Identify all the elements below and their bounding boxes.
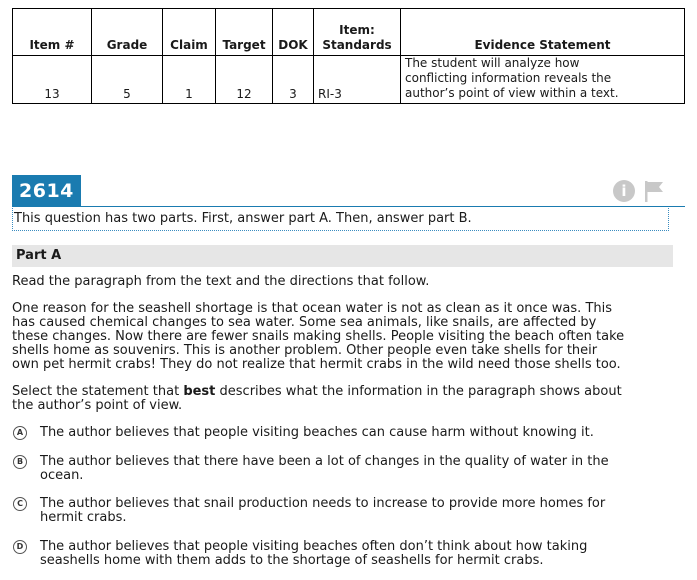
option-d-radio[interactable]: D bbox=[13, 540, 27, 554]
answer-option-b[interactable] bbox=[12, 455, 677, 483]
value-standard: RI-3 bbox=[314, 56, 401, 104]
option-line: The author believes that snail production needs to increase to provide more homes for bbox=[40, 496, 606, 511]
value-dok: 3 bbox=[273, 56, 314, 104]
passage-line: One reason for the seashell shortage is that ocean water is not as clean as it once was. This bbox=[12, 301, 613, 316]
stem-emphasis: best bbox=[183, 384, 216, 399]
header-target: Target bbox=[216, 9, 273, 56]
option-line: ocean. bbox=[40, 468, 84, 483]
part-a-label: Part A bbox=[12, 245, 673, 267]
option-line: The author believes that people visiting beaches often don’t think about how taking bbox=[40, 539, 588, 554]
item-header-divider bbox=[12, 206, 685, 207]
header-standards-line1: Item: bbox=[339, 23, 375, 37]
value-evidence-statement bbox=[401, 56, 685, 104]
option-line: The author believes that people visiting beaches can cause harm without knowing it. bbox=[40, 425, 594, 440]
item-tools bbox=[613, 178, 667, 204]
metadata-value-row bbox=[13, 56, 685, 104]
value-item-number: 13 bbox=[13, 56, 92, 104]
value-target: 12 bbox=[216, 56, 273, 104]
option-line: seashells home with them adds to the shortage of seashells for hermit crabs. bbox=[40, 553, 544, 568]
value-claim: 1 bbox=[163, 56, 216, 104]
option-c-radio[interactable]: C bbox=[13, 497, 27, 511]
answer-option-a[interactable] bbox=[12, 426, 677, 440]
passage-paragraph bbox=[12, 302, 677, 372]
option-c-text bbox=[40, 497, 660, 525]
stem-text-before: Select the statement that bbox=[12, 384, 184, 399]
passage-line: these changes. Now there are fewer snails making shells. People visiting the beach often take bbox=[12, 329, 625, 344]
part-a-directions: Read the paragraph from the text and the directions that follow. bbox=[12, 274, 430, 289]
option-line: hermit crabs. bbox=[40, 510, 127, 525]
option-line: The author believes that there have been a lot of changes in the quality of water in the bbox=[40, 454, 609, 469]
header-standards-line2: Standards bbox=[322, 38, 392, 52]
metadata-header-row bbox=[13, 9, 685, 56]
evidence-line: author’s point of view within a text. bbox=[405, 86, 619, 100]
stem-text-line2: the author’s point of view. bbox=[12, 398, 183, 413]
header-claim: Claim bbox=[163, 9, 216, 56]
option-a-text bbox=[40, 426, 660, 440]
question-stem bbox=[12, 385, 677, 413]
answer-option-c[interactable] bbox=[12, 497, 677, 525]
item-id-badge: 2614 bbox=[12, 175, 81, 207]
info-icon[interactable]: i bbox=[613, 180, 635, 202]
value-grade: 5 bbox=[92, 56, 163, 104]
evidence-line: The student will analyze how bbox=[405, 56, 580, 70]
passage-line: shells home as souvenirs. This is another problem. Other people even take shells for their bbox=[12, 343, 598, 358]
passage-line: has caused chemical changes to sea water. Some sea animals, like snails, are affected by bbox=[12, 315, 597, 330]
header-grade: Grade bbox=[92, 9, 163, 56]
item-instructions: This question has two parts. First, answer part A. Then, answer part B. bbox=[12, 208, 669, 231]
header-dok: DOK bbox=[273, 9, 314, 56]
header-standards bbox=[314, 9, 401, 56]
option-d-text bbox=[40, 540, 660, 568]
answer-option-d[interactable] bbox=[12, 540, 677, 568]
header-evidence-statement: Evidence Statement bbox=[401, 9, 685, 56]
option-b-radio[interactable]: B bbox=[13, 455, 27, 469]
evidence-line: conflicting information reveals the bbox=[405, 71, 612, 85]
passage-line: own pet hermit crabs! They do not realize that hermit crabs in the wild need those shells too. bbox=[12, 357, 621, 372]
option-b-text bbox=[40, 455, 660, 483]
flag-icon[interactable] bbox=[641, 178, 667, 204]
option-a-radio[interactable]: A bbox=[13, 426, 27, 440]
stem-text-after: describes what the information in the paragraph shows about bbox=[215, 384, 622, 399]
header-item-number: Item # bbox=[13, 9, 92, 56]
item-metadata-table bbox=[12, 8, 685, 104]
